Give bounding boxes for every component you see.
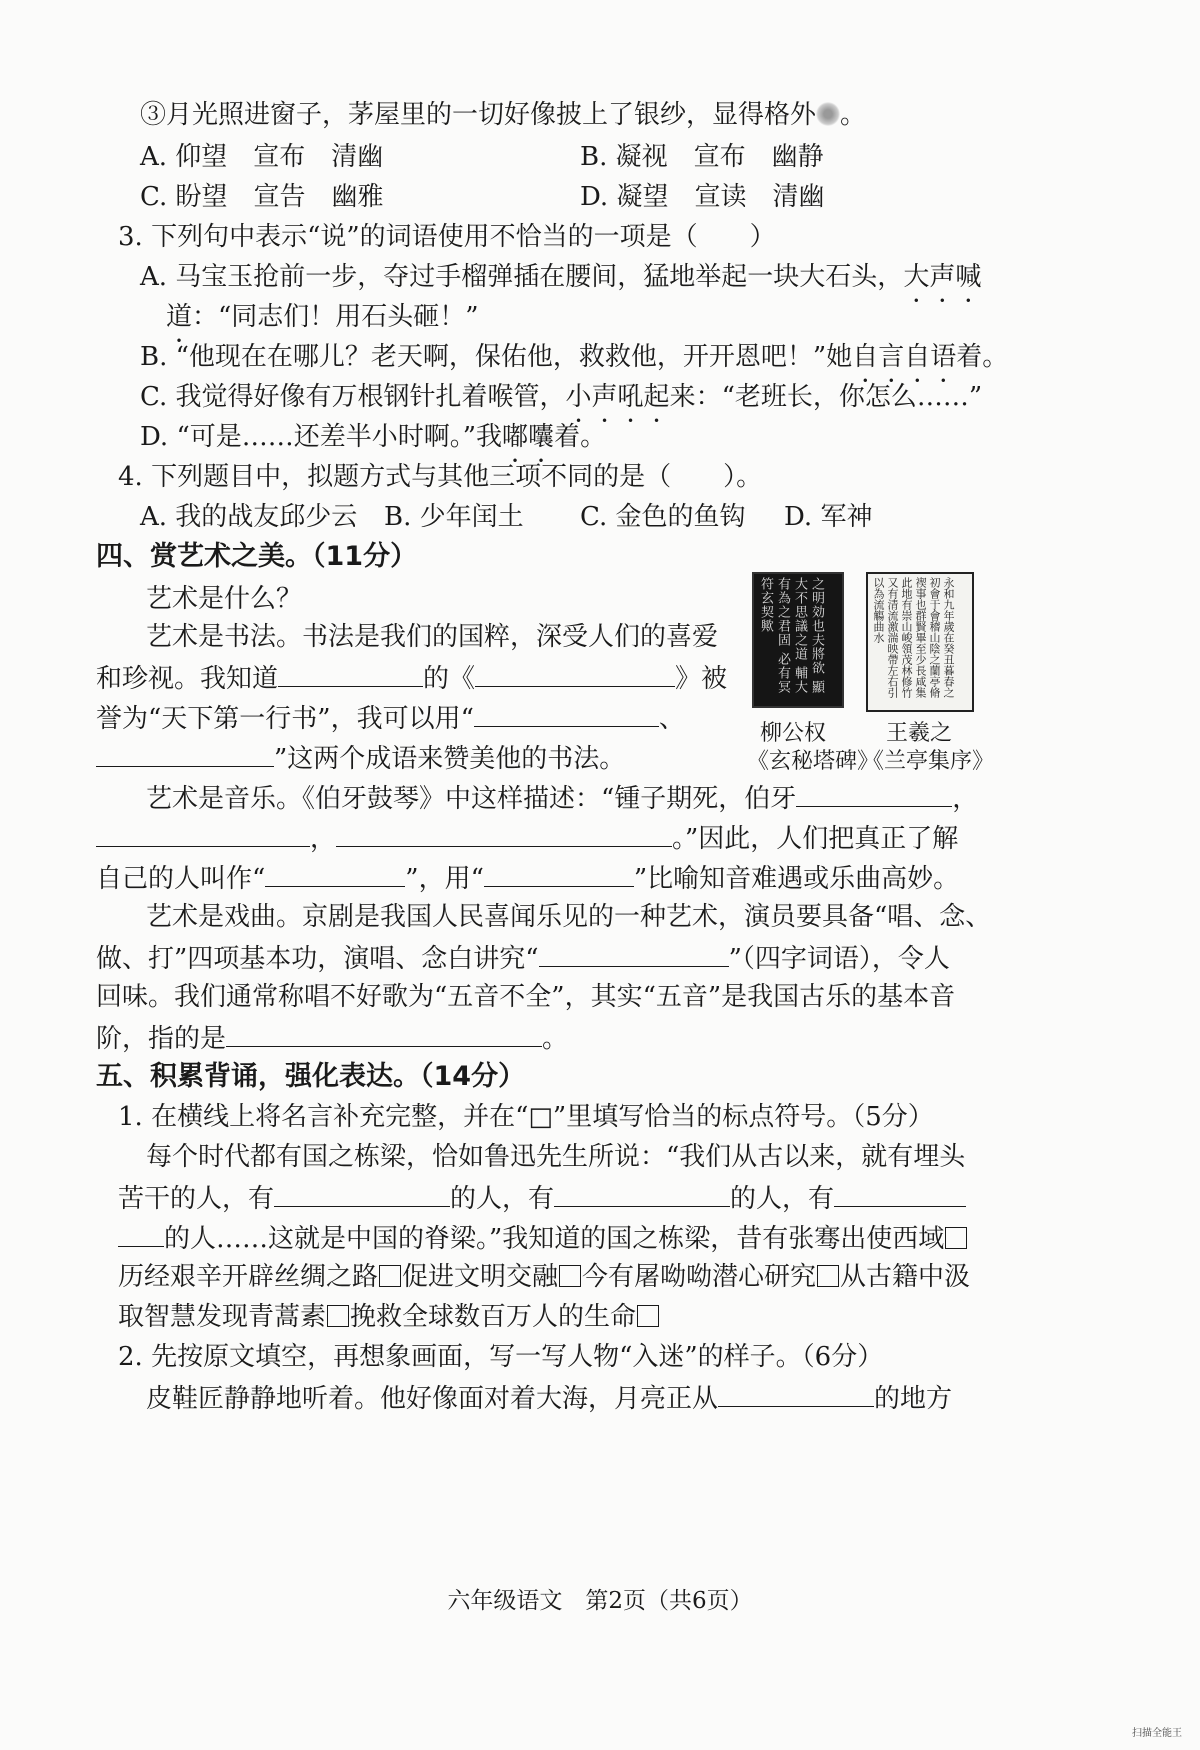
q2-option-d: D. 凝望 宣读 清幽: [580, 182, 825, 212]
text: ，: [952, 784, 979, 814]
q3-c-end: 来：“老班长，你怎么……”: [669, 382, 983, 412]
text: 自己的人叫作“: [96, 864, 266, 894]
text: ，: [310, 824, 337, 854]
section4-p1-line4: [96, 740, 625, 776]
answer-blank[interactable]: [554, 1180, 730, 1207]
answer-blank[interactable]: [96, 740, 274, 767]
answer-blank[interactable]: [718, 1380, 874, 1407]
punctuation-box[interactable]: [637, 1305, 659, 1327]
section4-p3-line3: 回味。我们通常称唱不好歌为“五音不全”，其实“五音”是我国古乐的基本音: [96, 982, 956, 1012]
section5-q1-line2: [118, 1180, 966, 1216]
section4-p1-line3: [96, 700, 685, 736]
text: 历经艰辛开辟丝绸之路: [118, 1262, 379, 1292]
emphasis-char: 喊: [955, 262, 982, 292]
emphasis-char: 言: [878, 342, 905, 372]
q2-option-a: A. 仰望 宣布 清幽: [140, 142, 384, 172]
text: 阶，指的是: [96, 1024, 227, 1054]
text: 苦干的人，有: [118, 1184, 275, 1214]
answer-blank[interactable]: [274, 1180, 450, 1207]
q2-option-c: C. 盼望 宣告 幽雅: [140, 182, 384, 212]
emphasis-char: 自: [904, 342, 931, 372]
text: 做、打”四项基本功，演唱、念白讲究“: [96, 944, 539, 974]
answer-blank[interactable]: [96, 820, 310, 847]
punctuation-box[interactable]: [817, 1265, 839, 1287]
text: ”这两个成语来赞美他的书法。: [274, 744, 626, 774]
q3-option-b: [140, 340, 1008, 374]
text: 、: [658, 704, 685, 734]
text: 挽救全球数百万人的生命: [350, 1302, 637, 1332]
text: 》被: [675, 664, 728, 694]
answer-blank[interactable]: [336, 820, 672, 847]
punctuation-box[interactable]: [559, 1265, 581, 1287]
answer-blank[interactable]: [539, 940, 729, 967]
calligraphy-text: 之明効也夫將欲 顯大不思議之道 輔大有為之君固 必有冥符玄契歟: [758, 577, 824, 695]
q4-option-a: A. 我的战友邱少云: [140, 502, 358, 532]
q3-d-text: D. “可是……还差半小时啊。”我: [140, 422, 503, 452]
emphasis-char: 嘟: [502, 422, 529, 452]
text: 。: [542, 1024, 569, 1054]
emphasis-char: 囔: [528, 422, 555, 452]
answer-blank[interactable]: [226, 1020, 542, 1047]
caption-liu-work: 《玄秘塔碑》: [747, 749, 880, 774]
text: 的人，有: [450, 1184, 555, 1214]
q3-option-d: [140, 420, 606, 454]
section4-p2-line2: [96, 820, 958, 856]
q3-b-end: 着。: [956, 342, 1009, 372]
text: 促进文明交融: [402, 1262, 559, 1292]
section5-q1-stem: 1. 在横线上将名言补充完整，并在“□”里填写恰当的标点符号。（5分）: [118, 1102, 934, 1132]
calligraphy-image-xuanmi: [752, 572, 844, 708]
answer-blank[interactable]: [475, 660, 675, 687]
text: 和珍视。我知道: [96, 664, 279, 694]
q2-item3-text: ③月光照进窗子，茅屋里的一切好像披上了银纱，显得格外: [140, 100, 817, 130]
caption-wang-name: 王羲之: [886, 721, 953, 746]
q3-option-c: [140, 380, 982, 414]
text: 的《: [423, 664, 476, 694]
section5-q1-line4: [118, 1260, 970, 1294]
answer-blank[interactable]: [834, 1180, 966, 1207]
text: 的地方: [874, 1384, 953, 1414]
text: 誉为“天下第一行书”，我可以用“: [96, 704, 474, 734]
answer-blank[interactable]: [484, 860, 634, 887]
q3-d-end: 着。: [554, 422, 607, 452]
caption-wang-work: 《兰亭集序》: [862, 749, 995, 774]
text: 。”因此，人们把真正了解: [672, 824, 959, 854]
section5-q1-line1: 每个时代都有国之栋梁，恰如鲁迅先生所说：“我们从古以来，就有埋头: [146, 1142, 966, 1172]
section4-p1-line2: [96, 660, 727, 696]
answer-blank[interactable]: [278, 660, 423, 687]
section5-q1-line3: [118, 1220, 968, 1256]
q2-item3-end: 。: [840, 100, 867, 130]
q3-a-text2: ：“同志们！用石头砸！”: [192, 302, 479, 332]
answer-blank[interactable]: [265, 860, 405, 887]
q3-stem: 3. 下列句中表示“说”的词语使用不恰当的一项是（ ）: [118, 222, 776, 252]
punctuation-box[interactable]: [327, 1305, 349, 1327]
answer-blank[interactable]: [118, 1220, 164, 1247]
page-footer: 六年级语文 第2页（共6页）: [447, 1588, 753, 1614]
text: ”比喻知音难遇或乐曲高妙。: [633, 864, 960, 894]
q4-stem: 4. 下列题目中，拟题方式与其他三项不同的是（ ）。: [118, 462, 763, 492]
emphasis-char: 声: [929, 262, 956, 292]
answer-blank[interactable]: [474, 700, 659, 727]
section4-p2-line1: [146, 780, 978, 816]
section5-q2-stem: 2. 先按原文填空，再想象画面，写一写人物“入迷”的样子。（6分）: [118, 1342, 884, 1372]
scanner-watermark: 扫描全能王: [1132, 1728, 1182, 1739]
q4-option-d: D. 军神: [784, 502, 873, 532]
emphasis-char: 大: [903, 262, 930, 292]
calligraphy-text: 永和九年歲在癸丑暮春之初會于會稽山陰之蘭亭脩禊事也群賢畢至少長咸集此地有崇山峻領茂林修竹又有清流激湍映帶左右引以為流觴曲水: [872, 577, 955, 698]
text: 今有屠呦呦潜心研究: [582, 1262, 817, 1292]
text: 从古籍中汲: [840, 1262, 971, 1292]
q4-option-c: C. 金色的鱼钩: [580, 502, 746, 532]
text: 皮鞋匠静静地听着。他好像面对着大海，月亮正从: [146, 1384, 719, 1414]
caption-liu-name: 柳公权: [760, 721, 827, 746]
emphasis-char: 起: [643, 382, 670, 412]
section4-p2-line3: [96, 860, 959, 896]
q2-item3: [140, 98, 866, 132]
answer-blank[interactable]: [796, 780, 952, 807]
q3-option-a: [140, 260, 981, 294]
q3-option-a-cont: [166, 300, 479, 334]
emphasis-char: 语: [930, 342, 957, 372]
text: 的人……这就是中国的脊梁。”我知道的国之栋梁，昔有张骞出使西域: [164, 1224, 945, 1254]
text: ”，用“: [405, 864, 484, 894]
q3-c-text: C. 我觉得好像有万根钢针扎着喉管，: [140, 382, 566, 412]
section4-title: 四、赏艺术之美。（11分）: [96, 541, 418, 572]
section5-title: 五、积累背诵，强化表达。（14分）: [96, 1061, 526, 1092]
text: ”（四字词语），令人: [728, 944, 950, 974]
emphasis-char: 道: [166, 302, 193, 332]
section4-p3-line1: 艺术是戏曲。京剧是我国人民喜闻乐见的一种艺术，演员要具备“唱、念、: [146, 902, 992, 932]
calligraphy-image-lanting: [866, 572, 974, 712]
emphasis-char: 吼: [617, 382, 644, 412]
q3-a-text: A. 马宝玉抢前一步，夺过手榴弹插在腰间，猛地举起一块大石头，: [140, 262, 904, 292]
q4-option-b: B. 少年闰土: [384, 502, 524, 532]
section5-q2-line1: [146, 1380, 952, 1416]
q2-option-b: B. 凝视 宣布 幽静: [580, 142, 824, 172]
emphasis-char: 自: [852, 342, 879, 372]
text: 取智慧发现青蒿素: [118, 1302, 327, 1332]
punctuation-box[interactable]: [945, 1227, 967, 1249]
text: 艺术是音乐。《伯牙鼓琴》中这样描述：“锺子期死，伯牙: [146, 784, 797, 814]
section4-intro: 艺术是什么？: [146, 584, 303, 614]
punctuation-box[interactable]: [379, 1265, 401, 1287]
section4-p3-line4: [96, 1020, 568, 1056]
section4-p1-line1: 艺术是书法。书法是我们的国粹，深受人们的喜爱: [146, 622, 719, 652]
emphasis-char: 小: [565, 382, 592, 412]
q3-b-text: B. “他现在在哪儿？老天啊，保佑他，救救他，开开恩吧！”她: [140, 342, 853, 372]
section5-q1-line5: [118, 1300, 660, 1334]
section4-p3-line2: [96, 940, 950, 976]
ink-blot: [816, 102, 840, 126]
emphasis-char: 声: [591, 382, 618, 412]
text: 的人，有: [730, 1184, 835, 1214]
